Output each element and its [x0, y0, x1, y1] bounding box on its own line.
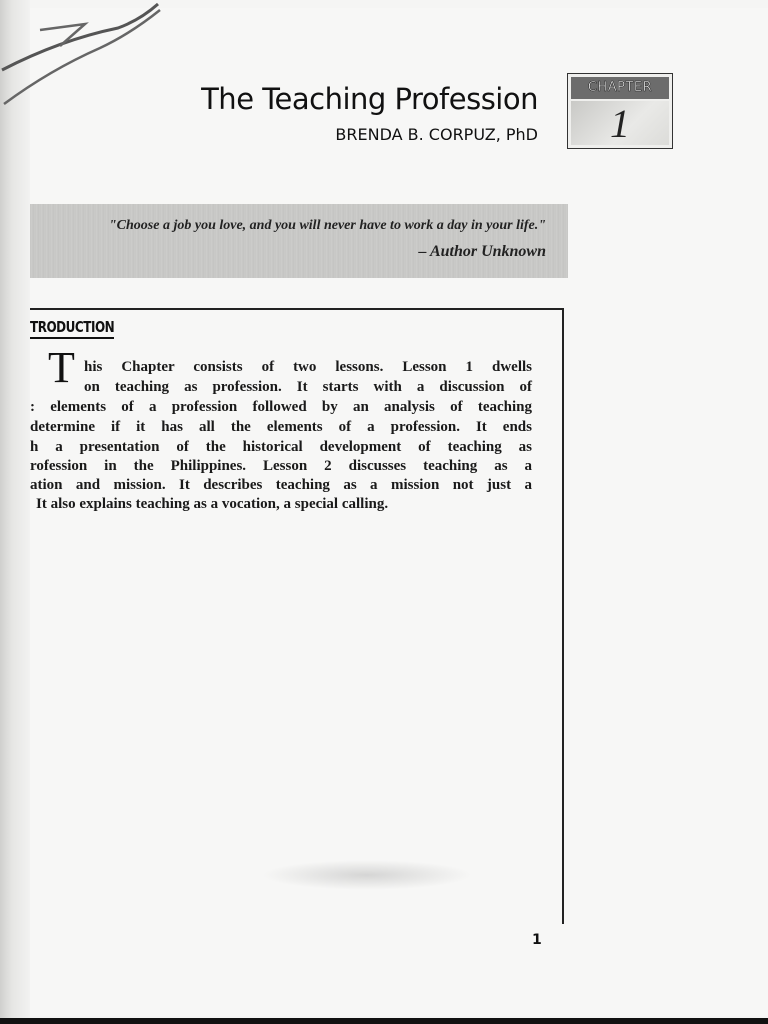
chapter-badge — [567, 73, 673, 149]
pen-mark-scribble — [0, 0, 170, 120]
drop-cap: T — [48, 343, 75, 392]
body-line: h a presentation of the historical development of teaching as — [30, 439, 532, 455]
body-line: on teaching as profession. It starts with a discussion of — [84, 379, 532, 395]
chapter-number: 1 — [610, 101, 630, 146]
scan-edge-bar — [0, 1018, 768, 1024]
chapter-label: CHAPTER — [571, 77, 669, 99]
chapter-title: The Teaching Profession — [201, 82, 538, 116]
page-number: 1 — [532, 932, 542, 948]
section-heading: TRODUCTION — [30, 318, 114, 339]
epigraph-quote: "Choose a job you love, and you will never have to work a day in your life." — [108, 218, 546, 233]
epigraph-band — [30, 204, 568, 278]
body-line: rofession in the Philippines. Lesson 2 discusses teaching as a — [30, 458, 532, 474]
epigraph-attribution: – Author Unknown — [418, 243, 546, 260]
chapter-number-panel — [571, 101, 669, 145]
body-line: : elements of a profession followed by an analysis of teaching — [30, 399, 532, 415]
body-line: It also explains teaching as a vocation, a special calling. — [36, 496, 389, 512]
body-line: ation and mission. It describes teaching as a mission not just a — [30, 477, 532, 493]
section-top-rule — [30, 308, 563, 310]
author-name: BRENDA B. CORPUZ, PhD — [335, 125, 538, 144]
page-binding-shadow — [0, 0, 30, 1024]
section-right-rule — [562, 308, 564, 924]
ink-smudge — [262, 860, 472, 890]
body-line: his Chapter consists of two lessons. Lesson 1 dwells — [84, 359, 532, 375]
body-line: determine if it has all the elements of a profession. It ends — [30, 419, 532, 435]
